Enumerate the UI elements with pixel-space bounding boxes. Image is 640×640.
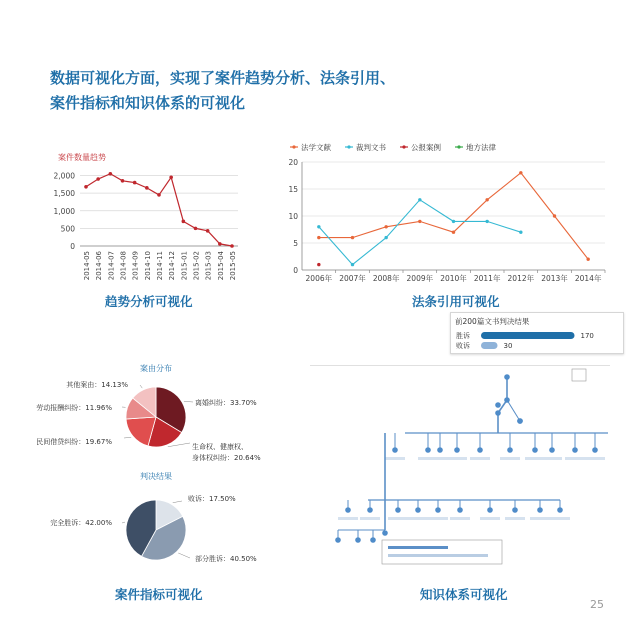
law-point (586, 258, 589, 261)
law-legend-marker (457, 145, 460, 148)
trend-x-tick-label: 2014-05 (83, 251, 91, 281)
trend-chart (40, 148, 250, 293)
trend-x-tick-label: 2014-10 (143, 251, 152, 281)
trend-point (206, 229, 210, 233)
tree-zoom-icon (572, 369, 586, 381)
pie-label: 部分胜诉：40.50% (195, 555, 257, 563)
law-series-line (319, 200, 521, 265)
law-x-tick-label: 2014年 (574, 274, 602, 283)
pie-label: 其他案由：14.13% (66, 381, 128, 389)
law-x-tick-label: 2006年 (305, 274, 333, 283)
page-number: 25 (590, 598, 604, 611)
law-point (384, 225, 387, 228)
tree-node (507, 447, 513, 453)
law-point (485, 220, 488, 223)
law-x-tick-label: 2010年 (440, 274, 467, 283)
pie-leader-line (122, 522, 125, 523)
caption-knowledge: 知识体系可视化 (420, 587, 508, 602)
tree-node (495, 410, 501, 416)
law-x-tick-label: 2007年 (339, 274, 366, 283)
pie-leader-line (184, 401, 193, 402)
tree-edge (507, 400, 520, 421)
tree-node (367, 507, 373, 513)
tree-node (437, 447, 443, 453)
trend-chart-title: 案件数量趋势 (58, 153, 106, 162)
trend-point (194, 227, 198, 231)
knowledge-tree (310, 355, 610, 575)
pie-leader-line (168, 443, 190, 447)
pie-leader-line (124, 437, 131, 438)
page-heading (50, 66, 395, 116)
tree-node (435, 507, 441, 513)
pie-charts (30, 355, 290, 580)
trend-y-tick-label: 1,000 (53, 206, 75, 216)
tree-node (495, 402, 501, 408)
pie-label: 离婚纠纷：33.70% (195, 399, 257, 407)
tree-toolbar-line (310, 365, 610, 366)
law-x-tick-label: 2008年 (372, 274, 400, 283)
tree-node-label (408, 517, 428, 520)
law-point (452, 220, 455, 223)
tree-tooltip-line (388, 554, 488, 557)
tree-node-label (360, 517, 380, 520)
pie-label: 败诉：17.50% (188, 495, 236, 503)
law-point (418, 220, 421, 223)
trend-point (133, 181, 137, 185)
law-chart (280, 140, 620, 290)
pie-label: 生命权、健康权、 (192, 443, 248, 451)
tree-node (454, 447, 460, 453)
judgment-bar-chart (451, 313, 623, 353)
law-legend-marker (292, 145, 295, 148)
law-point (452, 231, 455, 234)
bar-value-label: 30 (503, 342, 513, 350)
law-x-tick-label: 2012年 (507, 274, 535, 283)
caption-law: 法条引用可视化 (412, 294, 500, 309)
law-point (384, 236, 387, 239)
trend-point (96, 177, 100, 181)
tree-node (457, 507, 463, 513)
bar (481, 332, 575, 339)
caption-trend: 趋势分析可视化 (105, 294, 193, 309)
bar (481, 342, 498, 349)
pie-title: 判决结果 (140, 472, 172, 481)
law-point (351, 236, 354, 239)
pie-label: 身体权纠纷：20.64% (192, 454, 261, 462)
law-legend-marker (402, 145, 405, 148)
trend-y-tick-label: 500 (60, 224, 75, 234)
tree-node-label (550, 517, 570, 520)
tree-node-label (447, 457, 467, 460)
trend-x-tick-label: 2015-02 (192, 251, 201, 281)
trend-point (230, 244, 234, 248)
pie-leader-line (140, 385, 142, 388)
tree-node-label (530, 517, 550, 520)
trend-point (84, 185, 88, 189)
law-y-tick-label: 20 (288, 158, 298, 167)
tree-node (425, 447, 431, 453)
trend-y-tick-label: 1,500 (53, 189, 75, 199)
bar-value-label: 170 (580, 332, 594, 340)
law-y-tick-label: 5 (293, 239, 298, 248)
law-legend-label: 法学文献 (301, 143, 331, 152)
trend-point (218, 242, 222, 246)
pie-leader-line (173, 501, 182, 503)
trend-x-tick-label: 2015-03 (204, 251, 213, 281)
trend-x-tick-label: 2014-09 (131, 251, 140, 281)
law-x-tick-label: 2013年 (541, 274, 568, 283)
trend-point (145, 186, 149, 190)
tree-node (504, 397, 510, 403)
tree-node (415, 507, 421, 513)
law-x-tick-label: 2011年 (473, 274, 501, 283)
law-legend-label: 公报案例 (411, 143, 441, 152)
trend-x-tick-label: 2015-01 (180, 251, 189, 281)
pie-title: 案由分布 (140, 364, 172, 373)
trend-series-line (86, 174, 232, 246)
tree-node (549, 447, 555, 453)
heading-line-1: 数据可视化方面，实现了案件趋势分析、法条引用、 (50, 69, 396, 87)
tree-node (487, 507, 493, 513)
tree-node-label (470, 457, 490, 460)
tree-node-label (385, 457, 405, 460)
trend-point (157, 193, 161, 197)
tree-node (504, 374, 510, 380)
law-point (418, 198, 421, 201)
tree-node-label (585, 457, 605, 460)
tree-node (335, 537, 341, 543)
tree-node (512, 507, 518, 513)
judgment-bar-card (450, 312, 624, 354)
bar-card-title: 前200篇文书判决结果 (455, 317, 530, 326)
tree-node-label (505, 517, 525, 520)
law-legend-label: 裁判文书 (356, 143, 386, 152)
tree-node-label (480, 517, 500, 520)
tree-node (355, 537, 361, 543)
tree-node (477, 447, 483, 453)
trend-point (169, 175, 173, 179)
bar-category-label: 败诉 (456, 342, 470, 350)
law-point (519, 231, 522, 234)
tree-node (557, 507, 563, 513)
pie-leader-line (178, 553, 190, 558)
pie-label: 劳动报酬纠纷：11.96% (36, 404, 112, 412)
tree-node-label (542, 457, 562, 460)
law-point (317, 225, 320, 228)
trend-x-tick-label: 2014-11 (156, 251, 164, 281)
law-y-tick-label: 0 (293, 266, 298, 275)
pie-label: 民间借贷纠纷：19.67% (36, 438, 112, 446)
law-legend-marker (347, 145, 350, 148)
law-point (317, 263, 320, 266)
trend-point (182, 220, 186, 224)
law-legend-label: 地方法律 (466, 143, 496, 152)
tree-node-label (388, 517, 408, 520)
tree-node (572, 447, 578, 453)
law-point (485, 198, 488, 201)
tree-node-label (428, 517, 448, 520)
trend-y-tick-label: 2,000 (53, 171, 75, 181)
trend-point (109, 172, 113, 176)
law-point (351, 263, 354, 266)
trend-x-tick-label: 2015-04 (216, 251, 225, 281)
trend-x-tick-label: 2015-05 (229, 251, 237, 281)
trend-point (121, 179, 125, 183)
law-x-tick-label: 2009年 (406, 274, 434, 283)
tree-node-selected (382, 530, 388, 536)
tree-node (537, 507, 543, 513)
trend-x-tick-label: 2014-06 (95, 251, 104, 281)
trend-x-tick-label: 2014-08 (119, 251, 128, 281)
trend-y-tick-label: 0 (70, 242, 75, 251)
tree-node-label (565, 457, 585, 460)
law-y-tick-label: 10 (288, 212, 298, 221)
tree-node (345, 507, 351, 513)
law-point (519, 171, 522, 174)
pie-label: 完全胜诉：42.00% (50, 519, 112, 527)
tree-node (370, 537, 376, 543)
tree-node (592, 447, 598, 453)
law-y-tick-label: 15 (288, 185, 298, 194)
tree-node-label (500, 457, 520, 460)
trend-x-tick-label: 2014-07 (107, 251, 116, 281)
tree-tooltip (382, 540, 502, 564)
tree-node (392, 447, 398, 453)
tree-node (395, 507, 401, 513)
bar-category-label: 胜诉 (456, 332, 470, 340)
tree-node (517, 418, 523, 424)
trend-x-tick-label: 2014-12 (168, 251, 177, 281)
caption-indicator: 案件指标可视化 (115, 587, 203, 602)
tree-node (532, 447, 538, 453)
tree-tooltip-line (388, 546, 448, 549)
tree-node-label (450, 517, 470, 520)
heading-line-2: 案件指标和知识体系的可视化 (50, 94, 246, 112)
law-point (553, 214, 556, 217)
law-point (317, 236, 320, 239)
tree-node-label (338, 517, 358, 520)
